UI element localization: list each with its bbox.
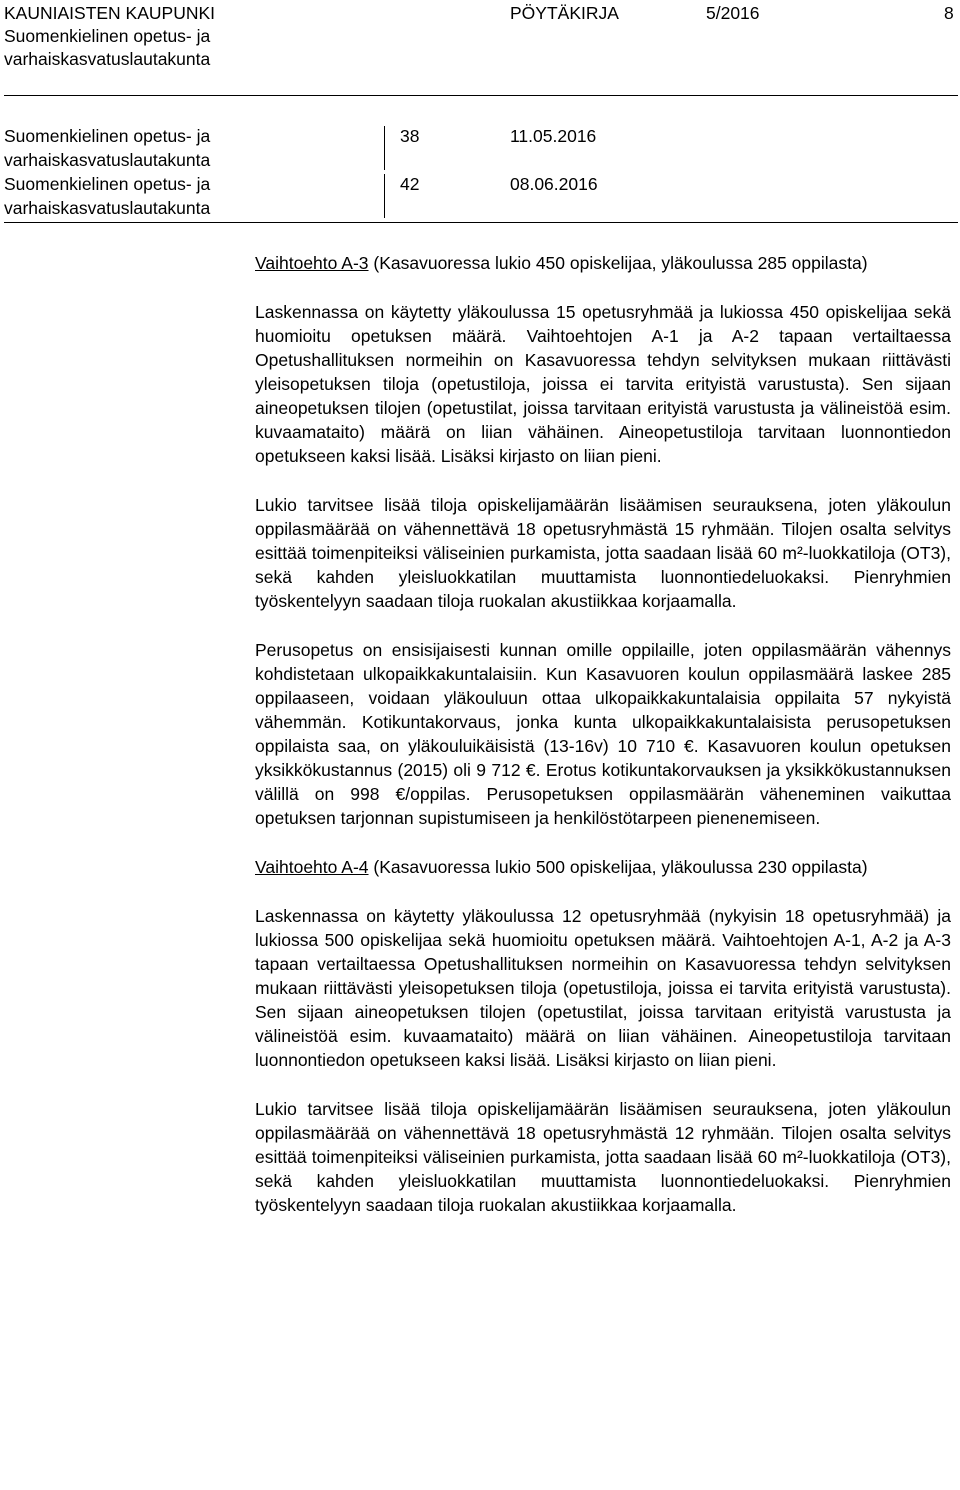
references-divider (4, 222, 958, 223)
organization-block (4, 2, 215, 71)
organization-name: KAUNIAISTEN KAUPUNKI (4, 3, 216, 23)
reference-row (4, 172, 960, 220)
reference-committee (4, 124, 210, 172)
reference-date: 08.06.2016 (510, 174, 598, 194)
option-a3-description: (Kasavuoressa lukio 450 opiskelijaa, yläkoulussa 285 oppilasta) (368, 253, 868, 273)
page-header (4, 2, 960, 96)
reference-committee-line2: varhaiskasvatuslautakunta (4, 198, 211, 218)
paragraph: Perusopetus on ensisijaisesti kunnan omille oppilaille, joten oppilasmäärän vähennys kohdistetaan ulkopaikkakuntalaisiin. Kun Kasavuoren koulun oppilasmäärä laskee 285 oppilaaseen, voidaan yläkouluun ottaa ulkopaikkakuntalaisia oppilaita 57 nykyistä vähemmän. Kotikuntakorvaus, jonka kunta ulkopaikkakuntalaisista perusopetuksen oppilaista saa, on yläkouluikäisistä (13-16v) 10 710 €. Kasavuoren koulun opetuksen yksikkökustannus (2015) oli 9 712 €. Erotus kotikuntakorvauksen ja yksikkökustannuksen välillä on 998 €/oppilas. Perusopetuksen oppilasmäärän väheneminen vaikuttaa opetuksen tarjonnan supistumiseen ja henkilöstötarpeen pienenemiseen. (255, 640, 951, 828)
paragraph: Laskennassa on käytetty yläkoulussa 12 opetusryhmää (nykyisin 18 opetusryhmää) ja lukiossa 500 opiskelijaa sekä huomioitu opetuksen määrä. Vaihtoehtojen A-1, A-2 ja A-3 tapaan vertailtaessa Opetushallituksen normeihin on Kasavuoressa tehdyn selvityksen mukaan riittävästi yleisopetuksen tiloja (opetustiloja, joissa ei tarvita erityistä varustusta). Sen sijaan aineopetuksen tilojen (opetustilat, joissa tarvitaan erityistä varustusta ja välineistöä esim. kuvaamataito) määrä on liian vähäinen. Aineopetustiloja tarvitaan luonnontiedon opetukseen kaksi lisää. Lisäksi kirjasto on liian pieni. (255, 906, 951, 1070)
document-body (255, 251, 951, 1242)
paragraph: Laskennassa on käytetty yläkoulussa 15 opetusryhmää ja lukiossa 450 opiskelijaa sekä huomioitu opetuksen määrä. Vaihtoehtojen A-1 ja A-2 tapaan vertailtaessa Opetushallituksen normeihin on Kasavuoressa tehdyn selvityksen mukaan riittävästi yleisopetuksen tiloja (opetustiloja, joissa ei tarvita erityistä varustusta). Sen sijaan aineopetuksen tilojen (opetustilat, joissa tarvitaan erityistä varustusta ja välineistöä esim. kuvaamataito) määrä on liian vähäinen. Aineopetustiloja tarvitaan luonnontiedon opetukseen kaksi lisää. Lisäksi kirjasto on liian pieni. (255, 302, 951, 466)
committee-name-line1: Suomenkielinen opetus- ja (4, 26, 211, 46)
committee-name-line2: varhaiskasvatuslautakunta (4, 49, 211, 69)
reference-marker (384, 126, 385, 170)
reference-committee-line1: Suomenkielinen opetus- ja (4, 174, 211, 194)
option-a4-label: Vaihtoehto A-4 (255, 857, 369, 877)
header-divider (4, 95, 958, 96)
reference-section: 42 (400, 174, 420, 194)
reference-marker (384, 174, 385, 218)
option-a4-heading (255, 855, 951, 879)
reference-date: 11.05.2016 (510, 126, 597, 146)
paragraph: Lukio tarvitsee lisää tiloja opiskelijamäärän lisäämisen seurauksena, joten yläkoulun oppilasmäärää on vähennettävä 18 opetusryhmästä 15 ryhmään. Tilojen osalta selvitys esittää toimenpiteiksi väliseinien purkamista, jotta saadaan lisää 60 m²-luokkatiloja (OT3), sekä kahden yleisluokkatilan muuttamista luonnontiedeluokaksi. Pienryhmien työskentelyyn saadaan tiloja ruokalan akustiikkaa korjaamalla. (255, 495, 951, 611)
option-a3-heading (255, 251, 951, 275)
reference-row (4, 124, 960, 172)
reference-committee-line1: Suomenkielinen opetus- ja (4, 126, 211, 146)
document-type: PÖYTÄKIRJA (510, 3, 619, 23)
paragraph: Lukio tarvitsee lisää tiloja opiskelijamäärän lisäämisen seurauksena, joten yläkoulun oppilasmäärää on vähennettävä 18 opetusryhmästä 12 ryhmään. Tilojen osalta selvitys esittää toimenpiteiksi väliseinien purkamista, jotta saadaan lisää 60 m²-luokkatiloja (OT3), sekä kahden yleisluokkatilan muuttamista luonnontiedeluokaksi. Pienryhmien työskentelyyn saadaan tiloja ruokalan akustiikkaa korjaamalla. (255, 1099, 951, 1215)
reference-section: 38 (400, 126, 420, 146)
option-a3-label: Vaihtoehto A-3 (255, 253, 369, 273)
page-number: 8 (944, 3, 954, 23)
document-number: 5/2016 (706, 3, 760, 23)
reference-committee-line2: varhaiskasvatuslautakunta (4, 150, 211, 170)
option-a4-description: (Kasavuoressa lukio 500 opiskelijaa, yläkoulussa 230 oppilasta) (368, 857, 868, 877)
reference-committee (4, 172, 210, 220)
